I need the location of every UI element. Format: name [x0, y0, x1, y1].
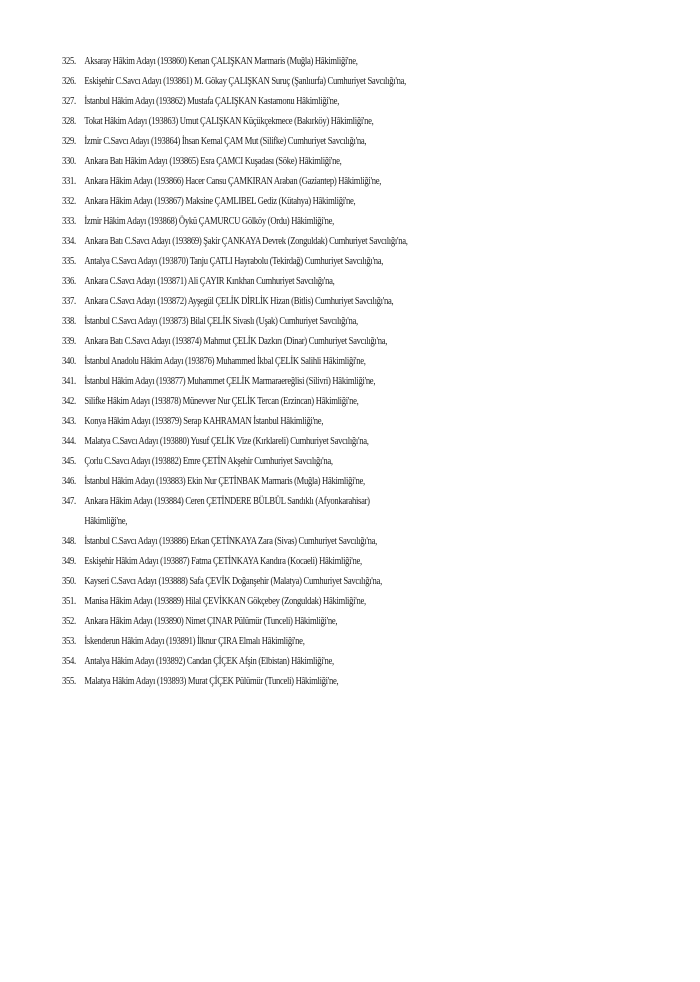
- entry-text: Aksaray Hâkim Adayı (193860) Kenan ÇALIŞKAN Marmaris (Muğla) Hâkimliği'ne,: [84, 56, 358, 67]
- list-item: [62, 412, 578, 432]
- entry-number: 341.: [62, 376, 76, 387]
- list-item: [62, 292, 578, 312]
- entry-number: 347.: [62, 496, 76, 507]
- entry-number: 334.: [62, 236, 76, 247]
- entry-text: İstanbul C.Savcı Adayı (193886) Erkan ÇETİNKAYA Zara (Sivas) Cumhuriyet Savcılığı'na,: [84, 536, 377, 547]
- entry-number: 327.: [62, 96, 76, 107]
- entry-number: 326.: [62, 76, 76, 87]
- entry-text: Malatya C.Savcı Adayı (193880) Yusuf ÇELİK Vize (Kırklareli) Cumhuriyet Savcılığı'na,: [84, 436, 369, 447]
- list-item: [62, 132, 578, 152]
- entry-number: 336.: [62, 276, 76, 287]
- list-item: [62, 432, 578, 452]
- appointment-list: [62, 52, 662, 692]
- entry-text: Eskişehir Hâkim Adayı (193887) Fatma ÇETİNKAYA Kandıra (Kocaeli) Hâkimliği'ne,: [84, 556, 362, 567]
- entry-text: Tokat Hâkim Adayı (193863) Umut ÇALIŞKAN Küçükçekmece (Bakırköy) Hâkimliği'ne,: [84, 116, 374, 127]
- entry-text: Ankara C.Savcı Adayı (193871) Ali ÇAYIR Kırıkhan Cumhuriyet Savcılığı'na,: [84, 276, 335, 287]
- list-item: [62, 452, 578, 472]
- entry-number: 338.: [62, 316, 76, 327]
- entry-text-line: Ankara Hâkim Adayı (193884) Ceren ÇETİNDERE BÜLBÜL Sandıklı (Afyonkarahisar): [84, 496, 370, 507]
- list-item: [62, 172, 578, 192]
- list-item: [62, 552, 578, 572]
- entry-text: Konya Hâkim Adayı (193879) Serap KAHRAMAN İstanbul Hâkimliği'ne,: [84, 416, 324, 427]
- entry-text: İzmir Hâkim Adayı (193868) Öykü ÇAMURCU Gölköy (Ordu) Hâkimliği'ne,: [84, 216, 334, 227]
- entry-number: 332.: [62, 196, 76, 207]
- list-item: [62, 592, 578, 612]
- entry-number: 331.: [62, 176, 76, 187]
- entry-number: 349.: [62, 556, 76, 567]
- entry-text: Ankara Batı Hâkim Adayı (193865) Esra ÇAMCI Kuşadası (Söke) Hâkimliği'ne,: [84, 156, 342, 167]
- entry-text: İstanbul Hâkim Adayı (193877) Muhammet ÇELİK Marmaraereğlisi (Silivri) Hâkimliği'ne,: [84, 376, 376, 387]
- entry-number: 335.: [62, 256, 76, 267]
- entry-text: Malatya Hâkim Adayı (193893) Murat ÇİÇEK Pülümür (Tunceli) Hâkimliği'ne,: [84, 676, 339, 687]
- entry-text: [84, 492, 578, 532]
- entry-number: 354.: [62, 656, 76, 667]
- entry-text: Ankara Batı C.Savcı Adayı (193869) Şakir ÇANKAYA Devrek (Zonguldak) Cumhuriyet Savcılığı'na,: [84, 236, 408, 247]
- entry-number: 353.: [62, 636, 76, 647]
- entry-number: 337.: [62, 296, 76, 307]
- list-item: [62, 252, 578, 272]
- entry-text: Antalya Hâkim Adayı (193892) Candan ÇİÇEK Afşin (Elbistan) Hâkimliği'ne,: [84, 656, 334, 667]
- entry-number: 342.: [62, 396, 76, 407]
- list-item: [62, 152, 578, 172]
- list-item: [62, 332, 578, 352]
- entry-number: 355.: [62, 676, 76, 687]
- entry-text: Kayseri C.Savcı Adayı (193888) Safa ÇEVİK Doğanşehir (Malatya) Cumhuriyet Savcılığı'na,: [84, 576, 382, 587]
- entry-number: 328.: [62, 116, 76, 127]
- entry-text: Ankara Hâkim Adayı (193890) Nimet ÇINAR Pülümür (Tunceli) Hâkimliği'ne,: [84, 616, 338, 627]
- entry-number: 333.: [62, 216, 76, 227]
- entry-number: 325.: [62, 56, 76, 67]
- entry-text: Antalya C.Savcı Adayı (193870) Tanju ÇATLI Hayrabolu (Tekirdağ) Cumhuriyet Savcılığı'na,: [84, 256, 384, 267]
- entry-text: İzmir C.Savcı Adayı (193864) İhsan Kemal ÇAM Mut (Silifke) Cumhuriyet Savcılığı'na,: [84, 136, 367, 147]
- list-item: [62, 472, 578, 492]
- list-item: [62, 352, 578, 372]
- entry-number: 329.: [62, 136, 76, 147]
- entry-number: 340.: [62, 356, 76, 367]
- entry-number: 352.: [62, 616, 76, 627]
- list-item: [62, 492, 578, 532]
- entry-text: İstanbul C.Savcı Adayı (193873) Bilal ÇELİK Sivaslı (Uşak) Cumhuriyet Savcılığı'na,: [84, 316, 358, 327]
- entry-text: İskenderun Hâkim Adayı (193891) İlknur ÇIRA Elmalı Hâkimliği'ne,: [84, 636, 305, 647]
- list-item: [62, 212, 578, 232]
- list-item: [62, 652, 578, 672]
- list-item: [62, 392, 578, 412]
- list-item: [62, 192, 578, 212]
- entry-text: Ankara Hâkim Adayı (193867) Maksine ÇAMLIBEL Gediz (Kütahya) Hâkimliği'ne,: [84, 196, 356, 207]
- entry-number: 339.: [62, 336, 76, 347]
- entry-text: Manisa Hâkim Adayı (193889) Hilal ÇEVİKKAN Gökçebey (Zonguldak) Hâkimliği'ne,: [84, 596, 366, 607]
- list-item: [62, 272, 578, 292]
- entry-text: Ankara Hâkim Adayı (193866) Hacer Cansu ÇAMKIRAN Araban (Gaziantep) Hâkimliği'ne,: [84, 176, 382, 187]
- list-item: [62, 532, 578, 552]
- entry-number: 345.: [62, 456, 76, 467]
- entry-text: Eskişehir C.Savcı Adayı (193861) M. Gökay ÇALIŞKAN Suruç (Şanlıurfa) Cumhuriyet Savcılığı'na,: [84, 76, 406, 87]
- list-item: [62, 72, 578, 92]
- list-item: [62, 632, 578, 652]
- entry-text-continuation: Hâkimliği'ne,: [84, 516, 128, 527]
- entry-number: 348.: [62, 536, 76, 547]
- list-item: [62, 52, 578, 72]
- entry-text: Ankara C.Savcı Adayı (193872) Ayşegül ÇELİK DİRLİK Hizan (Bitlis) Cumhuriyet Savcılığı'na,: [84, 296, 394, 307]
- list-item: [62, 572, 578, 592]
- entry-number: 346.: [62, 476, 76, 487]
- entry-text: Çorlu C.Savcı Adayı (193882) Emre ÇETİN Akşehir Cumhuriyet Savcılığı'na,: [84, 456, 333, 467]
- list-item: [62, 672, 578, 692]
- list-item: [62, 232, 578, 252]
- list-item: [62, 612, 578, 632]
- list-item: [62, 372, 578, 392]
- entry-number: 344.: [62, 436, 76, 447]
- entry-text: Ankara Batı C.Savcı Adayı (193874) Mahmut ÇELİK Dazkırı (Dinar) Cumhuriyet Savcılığı'na,: [84, 336, 388, 347]
- entry-number: 343.: [62, 416, 76, 427]
- list-item: [62, 312, 578, 332]
- entry-number: 351.: [62, 596, 76, 607]
- entry-number: 330.: [62, 156, 76, 167]
- entry-text: Silifke Hâkim Adayı (193878) Münevver Nur ÇELİK Tercan (Erzincan) Hâkimliği'ne,: [84, 396, 359, 407]
- entry-text: İstanbul Hâkim Adayı (193883) Ekin Nur ÇETİNBAK Marmaris (Muğla) Hâkimliği'ne,: [84, 476, 365, 487]
- entry-text: İstanbul Anadolu Hâkim Adayı (193876) Muhammed İkbal ÇELİK Salihli Hâkimliği'ne,: [84, 356, 366, 367]
- entry-text: İstanbul Hâkim Adayı (193862) Mustafa ÇALIŞKAN Kastamonu Hâkimliği'ne,: [84, 96, 340, 107]
- list-item: [62, 112, 578, 132]
- list-item: [62, 92, 578, 112]
- entry-number: 350.: [62, 576, 76, 587]
